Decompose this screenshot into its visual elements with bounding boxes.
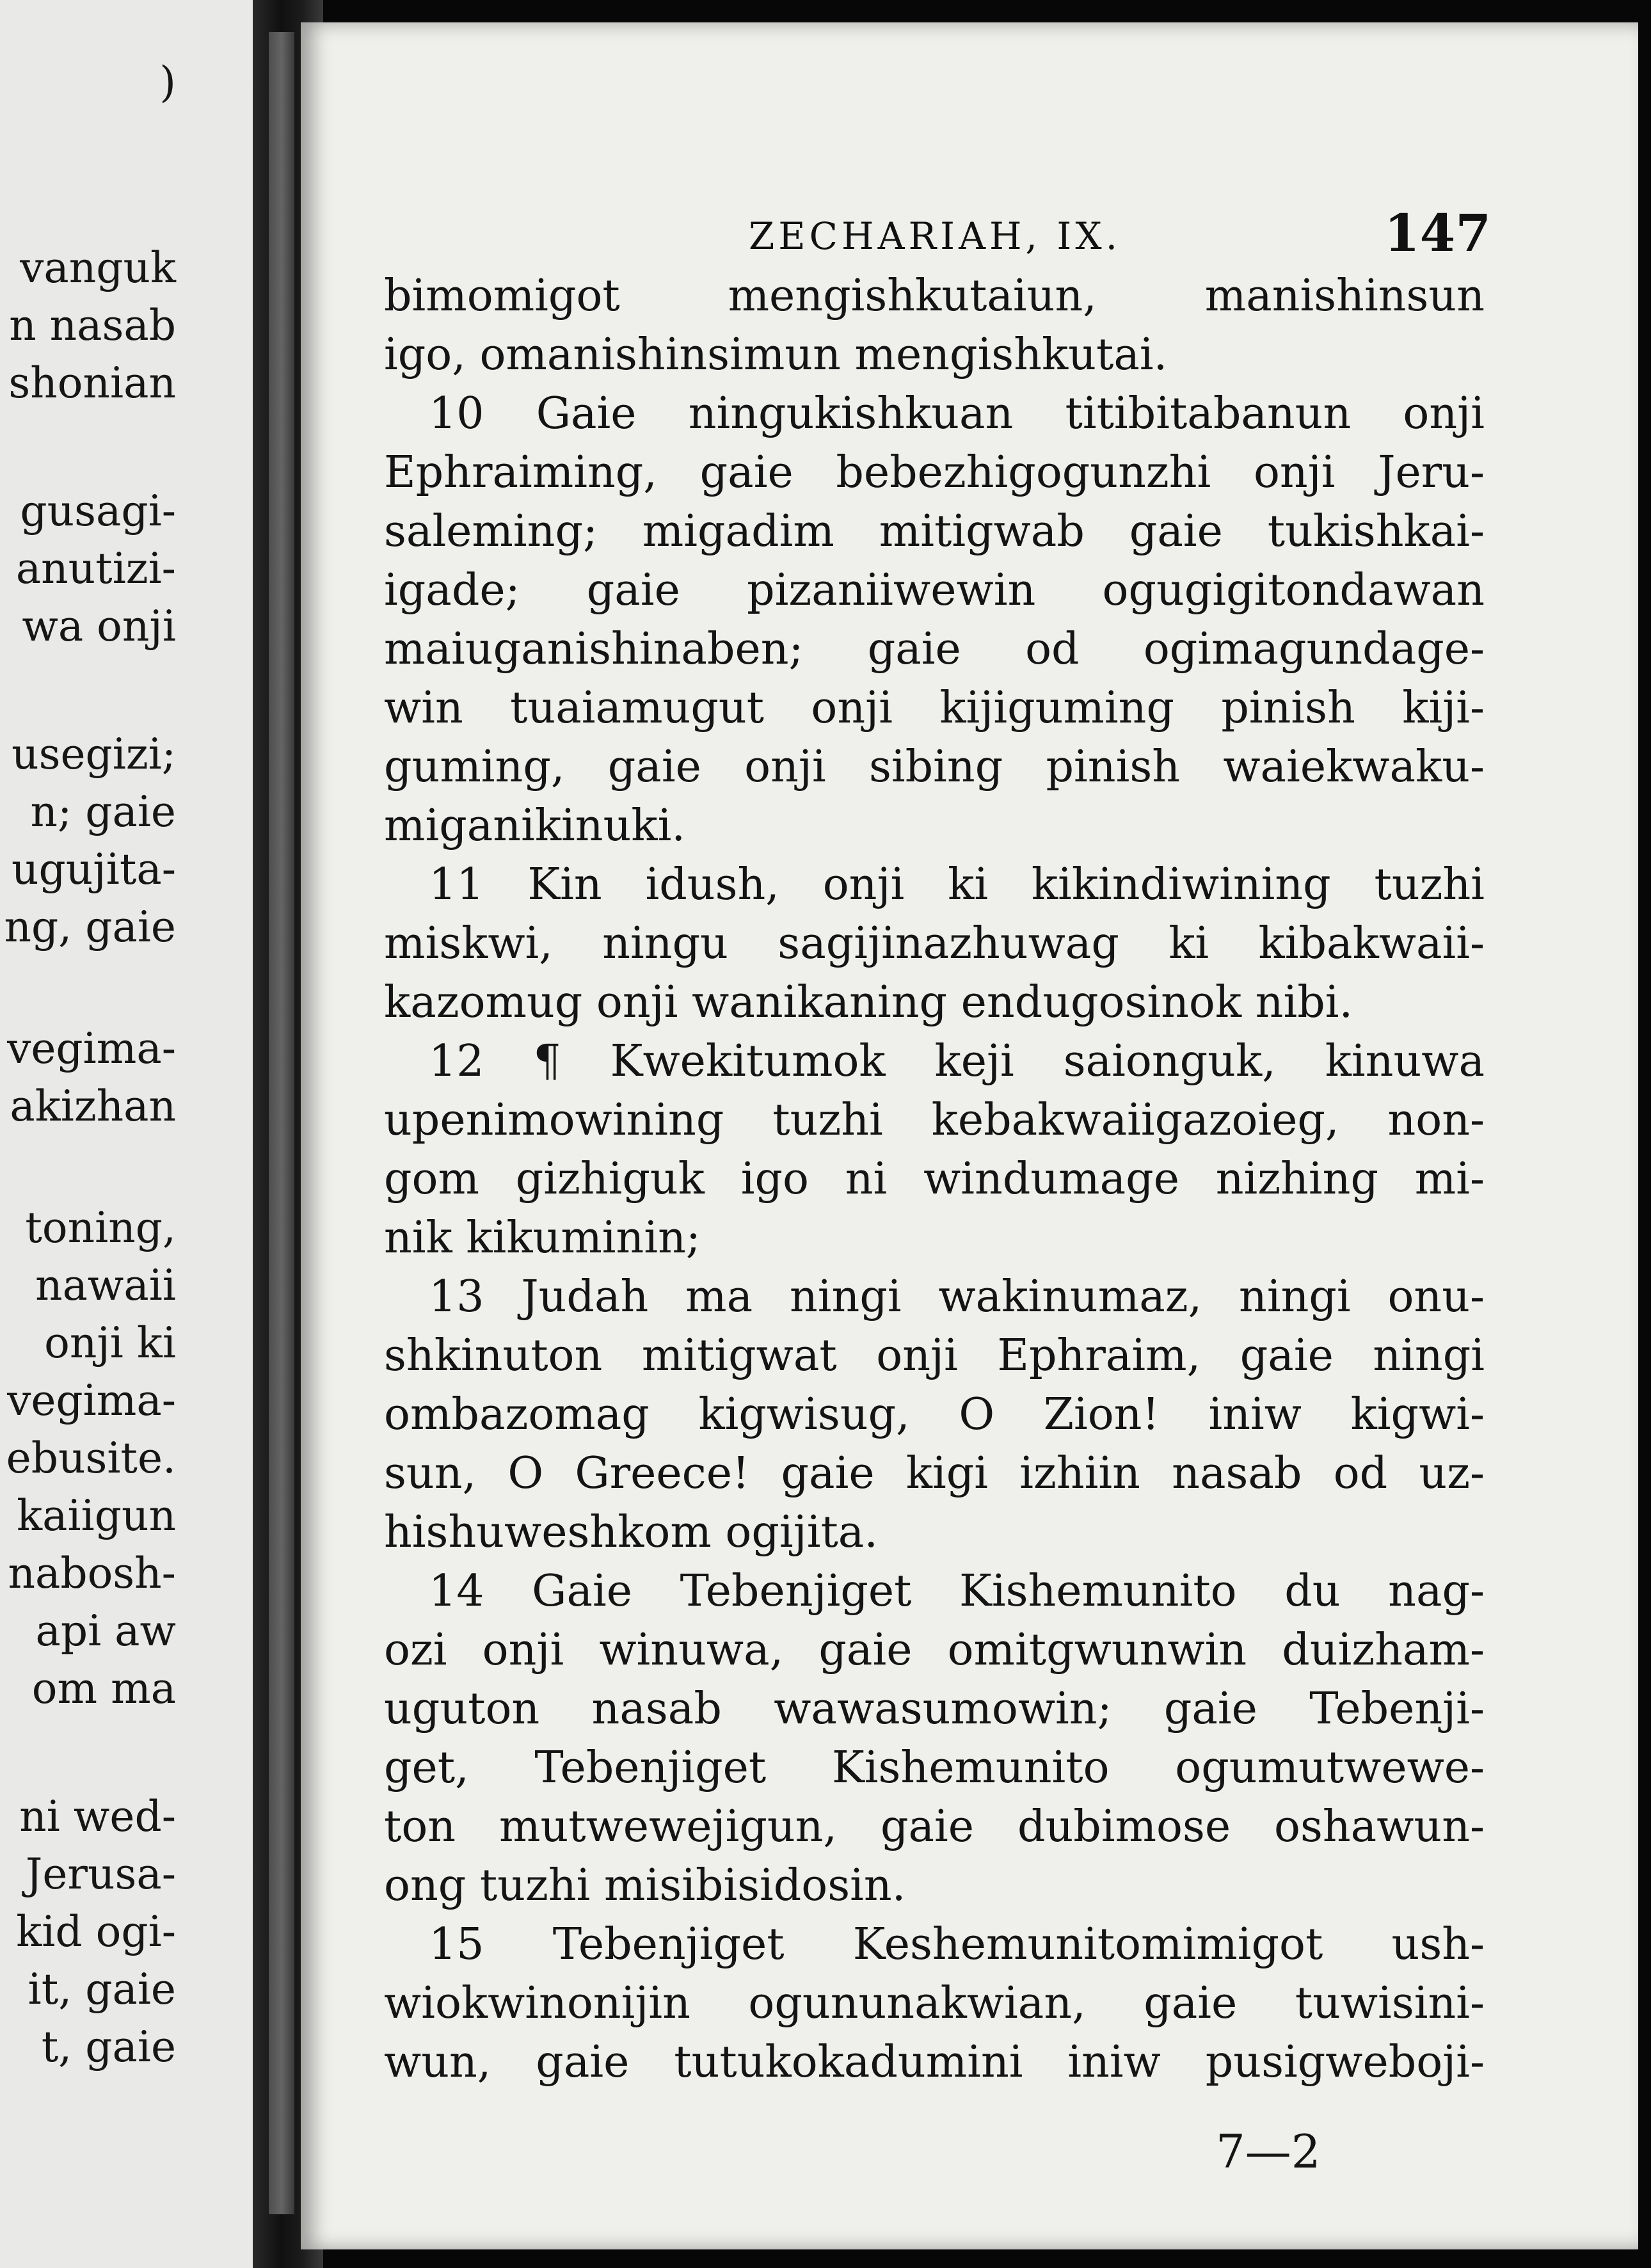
text-line: gom gizhiguk igo ni windumage nizhing mi- [384,1154,1485,1204]
facing-page-line: ) [159,58,176,107]
text-line: bimomigot mengishkutaiun, manishinsun [384,271,1485,321]
text-line: kazomug onji wanikaning endugosinok nibi. [384,977,1353,1028]
text-line: hishuweshkom ogijita. [384,1507,878,1558]
text-line: ong tuzhi misibisidosin. [384,1860,906,1911]
facing-page-line: ni wed- [19,1792,176,1841]
text-line: ombazomag kigwisug, O Zion! iniw kigwi- [384,1389,1485,1440]
text-line: nik kikuminin; [384,1213,701,1263]
text-line: 15 Tebenjiget Keshemunitomimigot ush- [429,1919,1485,1970]
text-line: 11 Kin idush, onji ki kikindiwining tuzhi [429,859,1485,910]
facing-page-line: nabosh- [8,1549,176,1598]
facing-page-line: ugujita- [11,845,176,894]
text-line: Ephraiming, gaie bebezhigogunzhi onji Jeru- [384,447,1485,498]
facing-page-line: t, gaie [41,2022,176,2072]
facing-page-line: om ma [31,1664,176,1713]
text-line: shkinuton mitigwat onji Ephraim, gaie ningi [384,1330,1485,1381]
running-title: ZECHARIAH, IX. [749,214,1122,258]
text-line: miskwi, ningu sagijinazhuwag ki kibakwaii- [384,918,1485,969]
text-line: guming, gaie onji sibing pinish waiekwaku- [384,742,1485,792]
facing-page-line: Jerusa- [25,1849,176,1899]
facing-page-line: toning, [25,1203,176,1252]
facing-page-line: kid ogi- [16,1907,176,1956]
text-line: uguton nasab wawasumowin; gaie Tebenji- [384,1684,1485,1734]
facing-page-line: it, gaie [28,1965,176,2014]
text-line: upenimowining tuzhi kebakwaiigazoieg, non- [384,1095,1485,1146]
text-line: miganikinuki. [384,801,685,851]
text-line: 13 Judah ma ningi wakinumaz, ningi onu- [429,1272,1485,1322]
facing-page-line: ng, gaie [4,902,176,952]
facing-page-line: shonian [8,358,176,408]
text-line: ton mutwewejigun, gaie dubimose oshawun- [384,1801,1485,1852]
facing-page-line: wa onji [22,602,176,651]
text-line: sun, O Greece! gaie kigi izhiin nasab od uz- [384,1448,1485,1499]
facing-page-line: n; gaie [30,787,176,836]
text-line: 14 Gaie Tebenjiget Kishemunito du nag- [429,1566,1485,1617]
facing-page-line: vegima- [7,1376,176,1425]
text-line: ozi onji winuwa, gaie omitgwunwin duizham- [384,1625,1485,1675]
text-line: saleming; migadim mitigwab gaie tukishkai- [384,506,1485,557]
facing-page-line: n nasab [9,301,176,350]
text-line: igo, omanishinsimun mengishkutai. [384,330,1168,380]
facing-page-line: ebusite. [6,1433,176,1483]
facing-page-line: vegima- [7,1024,176,1073]
facing-page-line: kaiigun [17,1491,176,1540]
text-line: win tuaiamugut onji kijiguming pinish kiji- [384,683,1485,733]
facing-page-line: nawaii [35,1261,176,1310]
facing-page-line: akizhan [10,1082,176,1131]
facing-page-line: anutizi- [15,544,176,593]
text-line: wun, gaie tutukokadumini iniw pusigweboji- [384,2037,1485,2088]
text-line: igade; gaie pizaniiwewin ogugigitondawan [384,565,1485,616]
facing-page-line: usegizi; [12,730,176,779]
page-edge [269,32,294,2214]
text-line: get, Tebenjiget Kishemunito ogumutwewe- [384,1743,1485,1793]
facing-page-line: onji ki [44,1318,176,1368]
facing-page-line: gusagi- [20,486,176,536]
page-number: 147 [1384,203,1491,263]
text-line: maiuganishinaben; gaie od ogimagundage- [384,624,1485,675]
text-line: wiokwinonijin ogununakwian, gaie tuwisini- [384,1978,1485,2029]
facing-page-line: vanguk [20,243,176,292]
text-line: 10 Gaie ningukishkuan titibitabanun onji [429,388,1485,439]
facing-page-fragment [0,0,253,2268]
page-header [448,189,1491,266]
facing-page-line: api aw [35,1606,176,1656]
text-line: 12 ¶ Kwekitumok keji saionguk, kinuwa [429,1036,1485,1087]
printer-signature-mark: 7—2 [1216,2125,1321,2178]
